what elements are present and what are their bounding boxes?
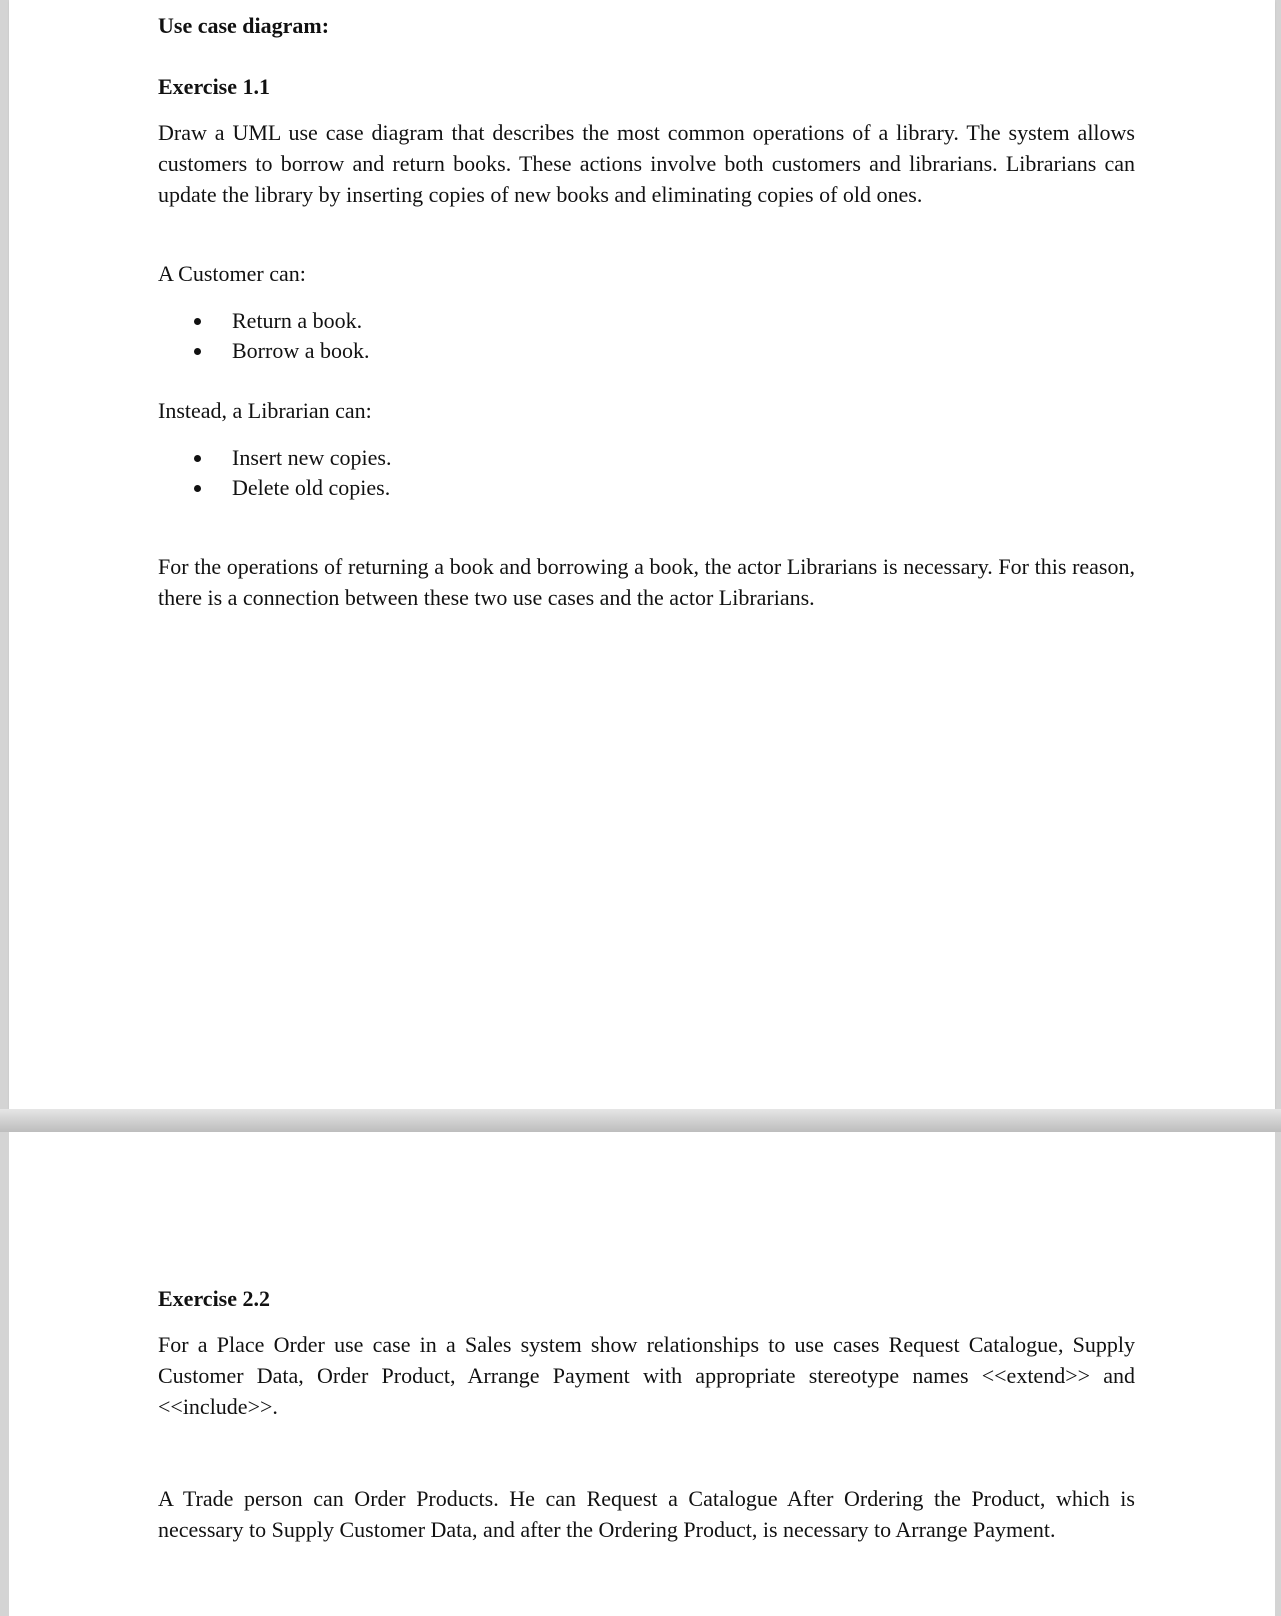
librarian-note: For the operations of returning a book and borrowing a book, the actor Librarians is necessary. For this reason, there is a connection between these two use cases and the actor Librarians. — [158, 554, 1135, 610]
exercise-2-2-title: Exercise 2.2 — [158, 1286, 271, 1311]
exercise-2-2-answer: A Trade person can Order Products. He can Request a Catalogue After Ordering the Product, which is necessary to Supply Customer Data, and after the Ordering Product, is necessary to Arrange Payment. — [158, 1486, 1135, 1542]
list-item: Delete old copies. — [158, 473, 1135, 503]
customer-list — [158, 306, 1135, 366]
exercise-1-1-title: Exercise 1.1 — [158, 74, 271, 99]
bullet-icon — [194, 348, 201, 355]
bullet-icon — [194, 318, 201, 325]
page-separator — [0, 1109, 1281, 1132]
list-item: Insert new copies. — [158, 443, 1135, 473]
librarian-list — [158, 443, 1135, 503]
librarian-label: Instead, a Librarian can: — [158, 398, 372, 423]
bullet-icon — [194, 485, 201, 492]
section-title: Use case diagram: — [158, 13, 330, 38]
list-item: Borrow a book. — [158, 336, 1135, 366]
customer-label: A Customer can: — [158, 261, 306, 286]
exercise-2-2-task: For a Place Order use case in a Sales system show relationships to use cases Request Catalogue, Supply Customer Data, Order Product, Arrange Payment with appropriate stereotype names <<extend>> and <<include>>. — [158, 1332, 1135, 1419]
document-page-2 — [9, 1132, 1275, 1616]
list-item: Return a book. — [158, 306, 1135, 336]
exercise-1-1-intro: Draw a UML use case diagram that describes the most common operations of a library. The system allows customers to borrow and return books. These actions involve both customers and librarians. Librarians can update the library by inserting copies of new books and eliminating copies of old ones. — [158, 120, 1135, 207]
document-page-1 — [9, 0, 1275, 1109]
bullet-icon — [194, 455, 201, 462]
